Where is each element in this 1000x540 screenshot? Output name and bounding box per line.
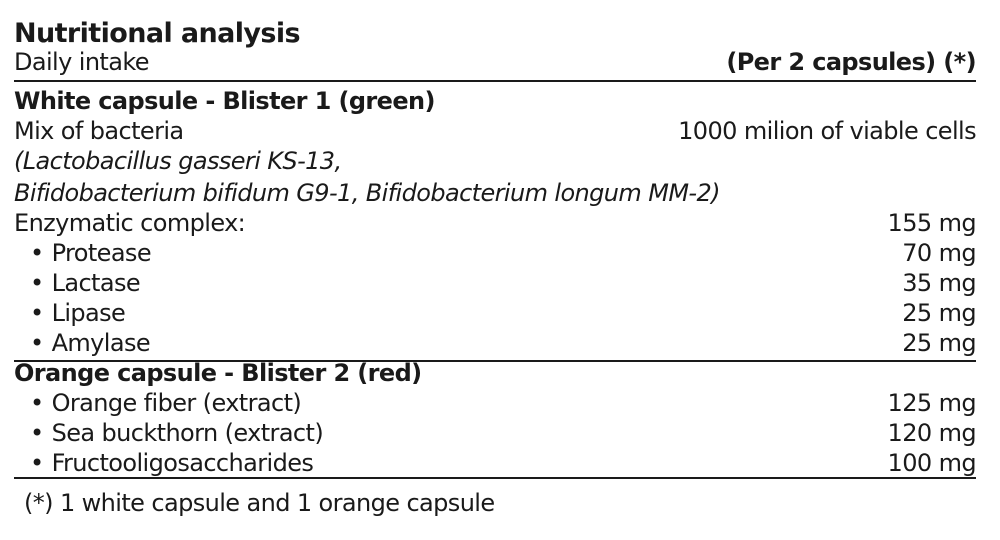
orange-capsule-heading: Orange capsule - Blister 2 (red) [14, 359, 422, 387]
bullet-icon: • [30, 269, 44, 297]
table-row [14, 388, 976, 418]
item-name: Amylase [51, 329, 151, 357]
bullet-icon: • [30, 419, 44, 447]
item-value: 25 mg [902, 299, 976, 327]
item-name: Lipase [51, 299, 126, 327]
strains-row-1 [14, 146, 976, 176]
bacteria-value: 1000 milion of viable cells [678, 117, 976, 145]
item-label [14, 448, 313, 478]
bottom-divider [14, 477, 976, 479]
header-divider [14, 80, 976, 82]
bullet-icon: • [30, 299, 44, 327]
item-label [14, 298, 125, 328]
bullet-icon: • [30, 389, 44, 417]
item-label [14, 238, 151, 268]
daily-intake-label: Daily intake [14, 48, 149, 76]
item-value: 35 mg [902, 269, 976, 297]
enzymatic-label: Enzymatic complex: [14, 209, 246, 237]
item-label [14, 268, 140, 298]
item-value: 70 mg [902, 239, 976, 267]
item-value: 100 mg [887, 449, 976, 477]
bullet-icon: • [30, 449, 44, 477]
item-label [14, 328, 150, 358]
item-label [14, 418, 323, 448]
item-value: 125 mg [887, 389, 976, 417]
page-title: Nutritional analysis [14, 18, 301, 49]
enzymatic-row [14, 208, 976, 238]
item-name: Orange fiber (extract) [51, 389, 302, 417]
item-value: 25 mg [902, 329, 976, 357]
strains-line-2: Bifidobacterium bifidum G9-1, Bifidobacterium longum MM-2) [14, 179, 720, 207]
strains-line-1: (Lactobacillus gasseri KS-13, [14, 147, 342, 175]
bullet-icon: • [30, 329, 44, 357]
enzymatic-value: 155 mg [887, 209, 976, 237]
footnote: (*) 1 white capsule and 1 orange capsule [24, 489, 495, 517]
item-name: Lactase [51, 269, 141, 297]
bacteria-label: Mix of bacteria [14, 117, 184, 145]
per-dose-label: (Per 2 capsules) (*) [726, 48, 976, 76]
orange-capsule-heading-row [14, 358, 976, 388]
item-value: 120 mg [887, 419, 976, 447]
table-row [14, 418, 976, 448]
header-row [14, 47, 976, 77]
white-capsule-heading: White capsule - Blister 1 (green) [14, 87, 435, 115]
table-row [14, 268, 976, 298]
item-name: Fructooligosaccharides [51, 449, 314, 477]
table-row [14, 298, 976, 328]
item-label [14, 388, 301, 418]
bacteria-row [14, 116, 976, 146]
item-name: Sea buckthorn (extract) [51, 419, 324, 447]
table-row [14, 238, 976, 268]
table-row [14, 448, 976, 478]
item-name: Protease [51, 239, 151, 267]
strains-row-2 [14, 178, 976, 208]
bullet-icon: • [30, 239, 44, 267]
white-capsule-heading-row [14, 86, 976, 116]
table-row [14, 328, 976, 358]
